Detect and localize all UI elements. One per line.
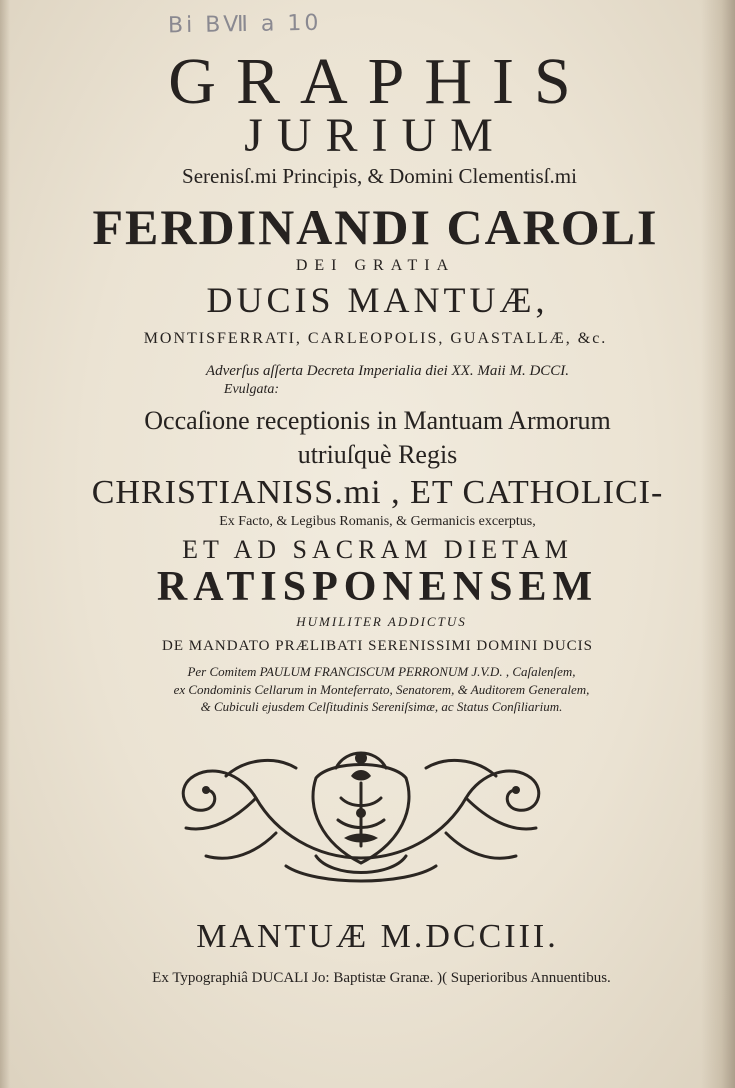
title-dei-gratia: DEI GRATIA bbox=[295, 257, 456, 274]
title-occasione: Occaſione receptionis in Mantuam Armorum bbox=[144, 406, 611, 435]
title-territories: MONTISFERRATI, CARLEOPOLIS, GUASTALLÆ, &c. bbox=[143, 330, 608, 347]
imprint-place-date: MANTUÆ M.DCCIII. bbox=[196, 918, 559, 955]
title-ex-facto: Ex Facto, & Legibus Romanis, & Germanicis excerptus, bbox=[219, 514, 536, 529]
title-christianissimi: CHRISTIANISS.mi , ET CATHOLICI- bbox=[91, 474, 664, 511]
page-gutter-shadow bbox=[0, 0, 10, 1088]
title-humiliter: HUMILITER ADDICTUS bbox=[296, 614, 467, 629]
title-ducis-mantuae: DUCIS MANTUÆ, bbox=[206, 280, 549, 320]
imprint-printer: Ex Typographiâ DUCALI Jo: Baptistæ Granæ. )( Superioribus Annuentibus. bbox=[152, 970, 611, 986]
author-line-2: ex Condominis Cellarum in Monteferrato, Senatorem, & Auditorem Generalem, bbox=[173, 682, 590, 697]
title-ferdinandi-caroli: FERDINANDI CAROLI bbox=[92, 199, 659, 255]
acanthus-fleuron-icon bbox=[166, 738, 556, 888]
title-adversus: Adverſus aſſerta Decreta Imperialia diei XX. Maii M. DCCI. bbox=[205, 363, 570, 379]
shelfmark-annotation: Bi BⅦ a 10 bbox=[167, 10, 322, 39]
title-utriusque: utriuſquè Regis bbox=[297, 440, 458, 469]
title-et-ad-sacram: ET AD SACRAM DIETAM bbox=[182, 535, 573, 564]
title-de-mandato: DE MANDATO PRÆLIBATI SERENISSIMI DOMINI DUCIS bbox=[162, 638, 593, 654]
title-graphis: GRAPHIS bbox=[168, 45, 591, 118]
title-ratisponensem: RATISPONENSEM bbox=[156, 564, 599, 610]
title-evulgata: Evulgata: bbox=[223, 382, 280, 397]
title-serenissimi: Serenisſ.mi Principis, & Domini Clementisſ.mi bbox=[182, 164, 577, 188]
title-jurium: JURIUM bbox=[244, 109, 507, 162]
author-line-3: & Cubiculi ejusdem Celſitudinis Sereniſsimæ, ac Status Conſiliarium. bbox=[200, 699, 563, 714]
author-line-1: Per Comitem PAULUM FRANCISCUM PERRONUM J.V.D. , Caſalenſem, bbox=[187, 664, 576, 679]
